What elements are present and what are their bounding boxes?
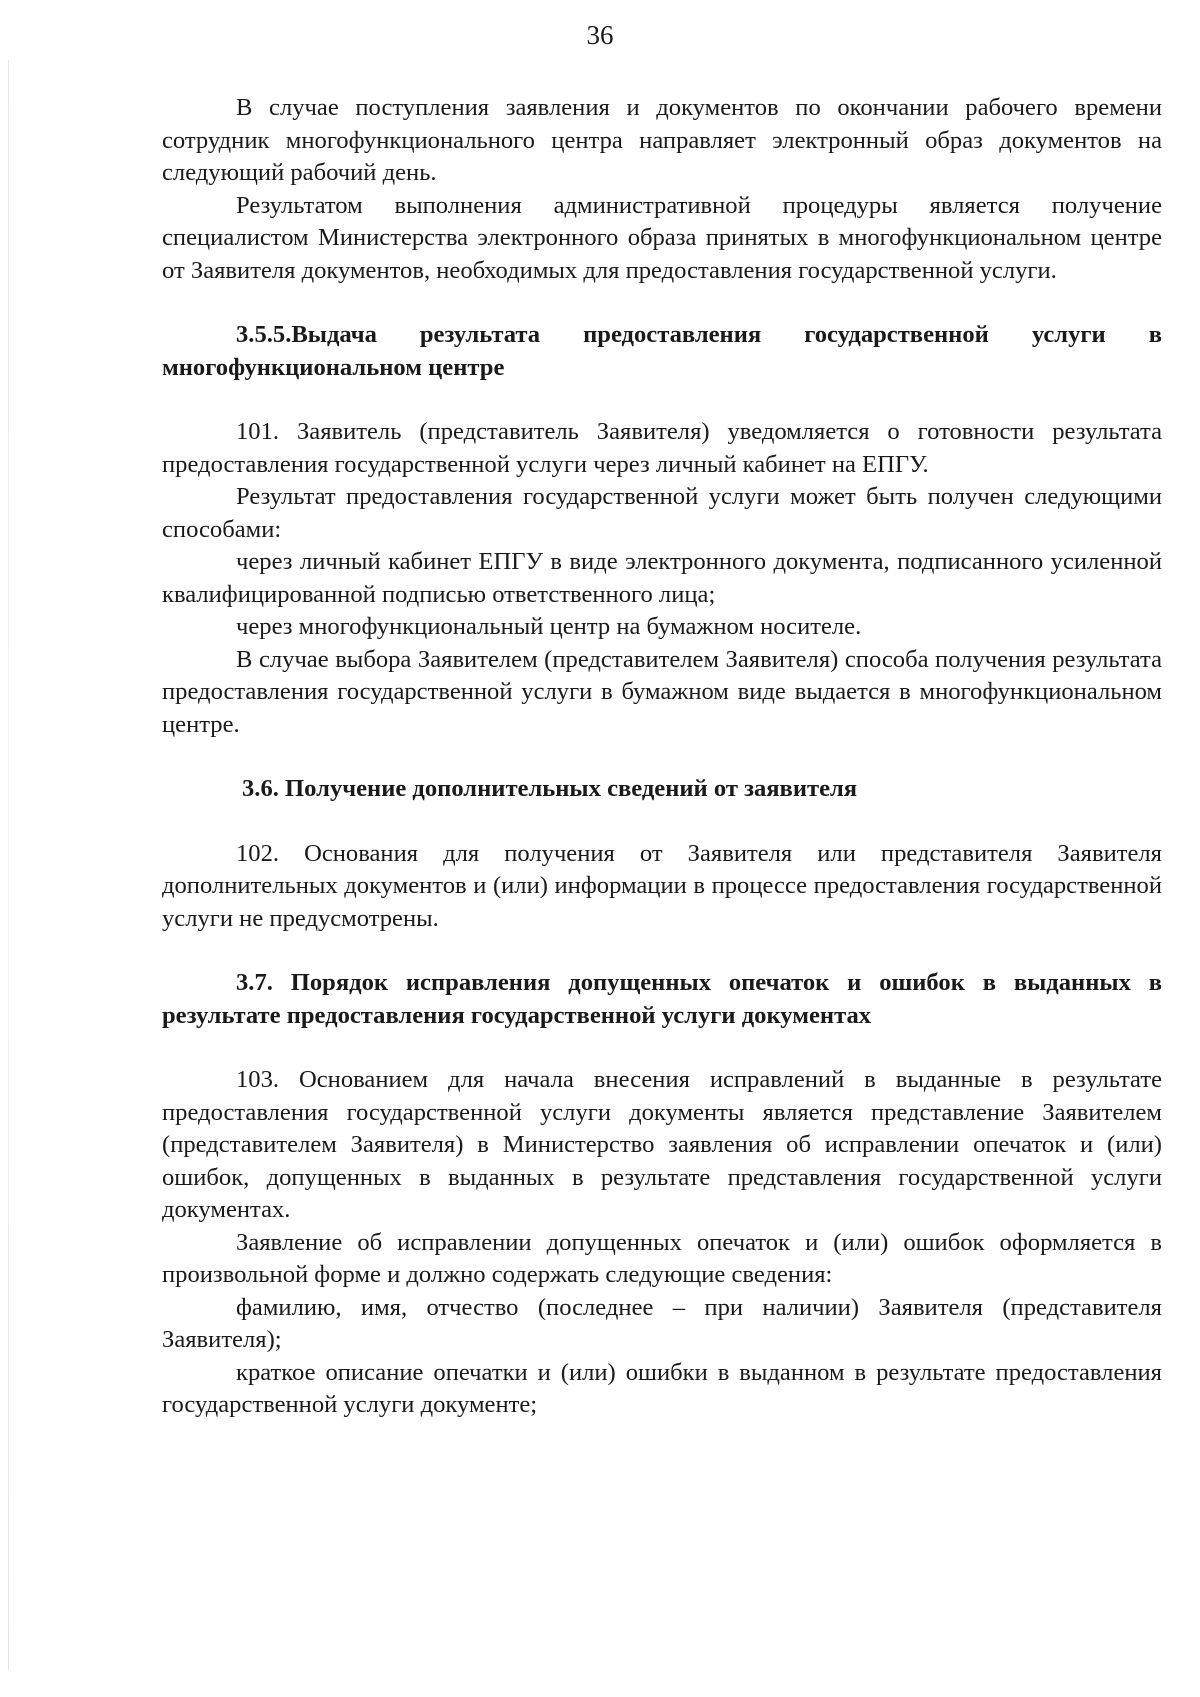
section-heading-3-7: 3.7. Порядок исправления допущенных опечаток и ошибок в выданных в результате предоставления государственной услуги документах [162, 969, 1162, 1029]
paragraph-101-methods: Результат предоставления государственной услуги может быть получен следующими способами: [162, 483, 1162, 543]
scan-edge-shadow [8, 60, 9, 1670]
paragraph-102: 102. Основания для получения от Заявителя или представителя Заявителя дополнительных документов и (или) информации в процессе предоставления государственной услуги не предусмотрены. [162, 839, 1162, 932]
section-heading-3-5-5: 3.5.5.Выдача результата предоставления государственной услуги в многофункциональном центре [162, 321, 1162, 381]
paragraph-procedure-result: Результатом выполнения административной процедуры является получение специалистом Министерства электронного образа принятых в многофункциональном центре от Заявителя документов, необходимых для предоставления государственной услуги. [162, 191, 1162, 284]
paragraph-mfc-after-hours: В случае поступления заявления и документов по окончании рабочего времени сотрудник многофункционального центра направляет электронный образ документов на следующий рабочий день. [162, 94, 1162, 186]
section-heading-3-6: 3.6. Получение дополнительных сведений от заявителя [242, 775, 858, 802]
page-number: 36 [586, 20, 614, 50]
paragraph-101-paper: В случае выбора Заявителем (представителем Заявителя) способа получения результата предоставления государственной услуги в бумажном виде выдается в многофункциональном центре. [162, 645, 1162, 738]
paragraph-103: 103. Основанием для начала внесения исправлений в выданные в результате предоставления государственной услуги документы является представление Заявителем (представителем Заявителя) в Министерство заявления об исправлении опечаток и (или) ошибок, допущенных в выданных в результате представления государственной услуги документах. [162, 1066, 1162, 1223]
paragraph-101-method-epgu: через личный кабинет ЕПГУ в виде электронного документа, подписанного усиленной квалифицированной подписью ответственного лица; [162, 548, 1162, 608]
paragraph-101: 101. Заявитель (представитель Заявителя) уведомляется о готовности результата предоставления государственной услуги через личный кабинет на ЕПГУ. [162, 418, 1162, 478]
paragraph-101-method-mfc: через многофункциональный центр на бумажном носителе. [236, 613, 862, 640]
paragraph-103-form: Заявление об исправлении допущенных опечаток и (или) ошибок оформляется в произвольной форме и должно содержать следующие сведения: [162, 1228, 1162, 1288]
paragraph-103-fio: фамилию, имя, отчество (последнее – при наличии) Заявителя (представителя Заявителя); [162, 1293, 1162, 1353]
document-body [162, 92, 1162, 1422]
paragraph-103-description: краткое описание опечатки и (или) ошибки в выданном в результате предоставления государственной услуги документе; [162, 1358, 1162, 1418]
